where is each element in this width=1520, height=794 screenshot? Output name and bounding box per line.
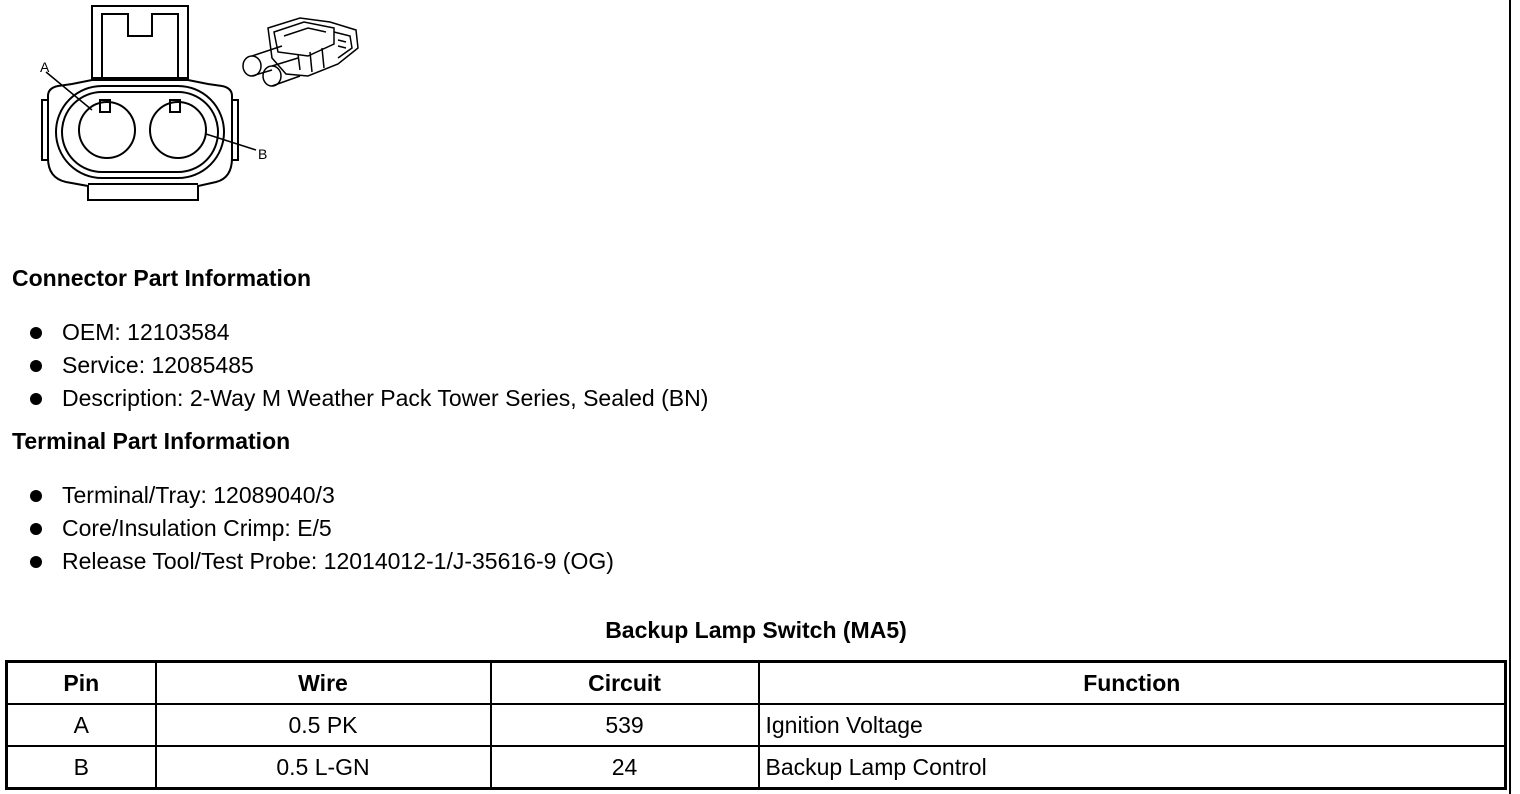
pin-a-callout: A (40, 59, 50, 75)
table-header-row (7, 662, 1506, 705)
connector-isometric-diagram (238, 14, 368, 94)
cell-pin: B (7, 746, 156, 789)
cell-function: Ignition Voltage (759, 704, 1506, 746)
bullet-icon (30, 327, 42, 339)
header-pin: Pin (7, 662, 156, 705)
bullet-icon (30, 523, 42, 535)
table-row (7, 704, 1506, 746)
connector-info-list (30, 316, 708, 415)
connector-info-heading: Connector Part Information (12, 265, 312, 291)
list-item: Service: 12085485 (30, 349, 708, 382)
bullet-icon (30, 490, 42, 502)
pinout-table (5, 660, 1507, 790)
cell-wire: 0.5 L-GN (156, 746, 491, 789)
header-wire: Wire (156, 662, 491, 705)
terminal-info-heading: Terminal Part Information (12, 428, 291, 454)
list-item: OEM: 12103584 (30, 316, 708, 349)
header-circuit: Circuit (491, 662, 759, 705)
cell-pin: A (7, 704, 156, 746)
cell-circuit: 539 (491, 704, 759, 746)
cell-wire: 0.5 PK (156, 704, 491, 746)
cell-function: Backup Lamp Control (759, 746, 1506, 789)
list-item: Description: 2-Way M Weather Pack Tower Series, Sealed (BN) (30, 382, 708, 415)
page-right-border (1509, 0, 1511, 794)
table-row (7, 746, 1506, 789)
pinout-table-title: Backup Lamp Switch (MA5) (605, 617, 907, 643)
list-item: Release Tool/Test Probe: 12014012-1/J-35616-9 (OG) (30, 545, 614, 578)
cell-circuit: 24 (491, 746, 759, 789)
header-function: Function (759, 662, 1506, 705)
list-item: Core/Insulation Crimp: E/5 (30, 512, 614, 545)
bullet-icon (30, 393, 42, 405)
bullet-icon (30, 360, 42, 372)
list-item: Terminal/Tray: 12089040/3 (30, 479, 614, 512)
terminal-info-list (30, 479, 614, 578)
bullet-icon (30, 556, 42, 568)
pin-b-callout: B (258, 146, 268, 162)
